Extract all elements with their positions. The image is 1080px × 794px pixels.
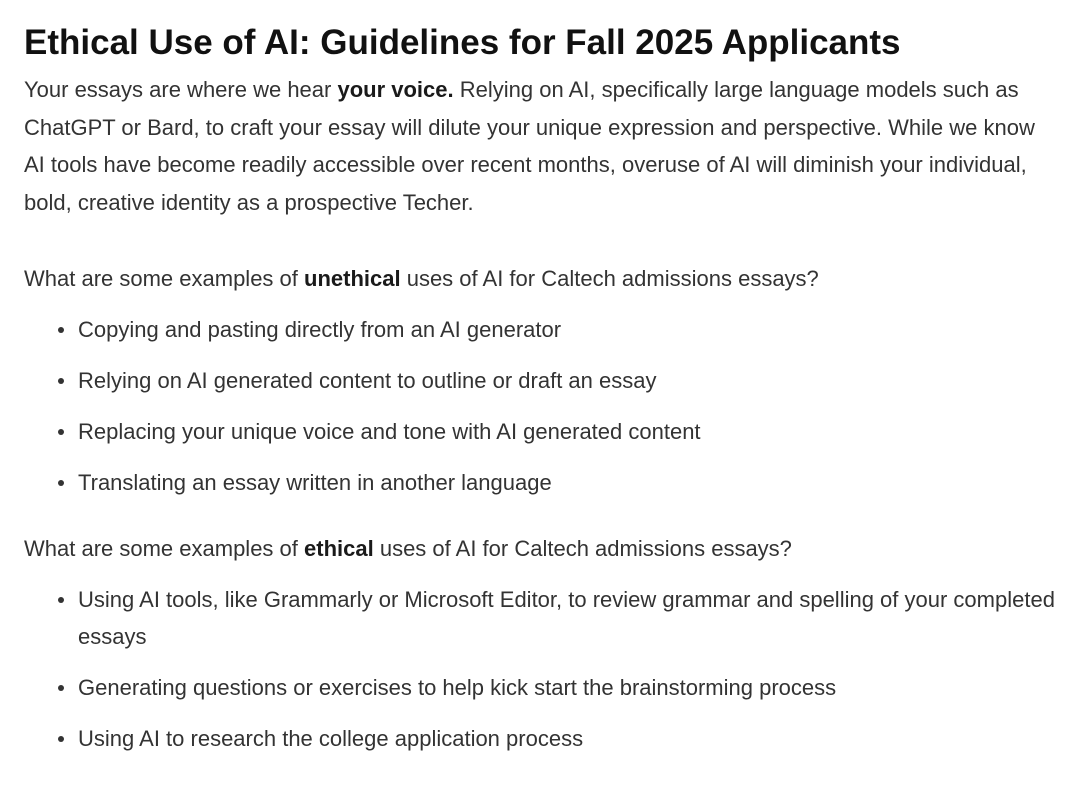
list-item (24, 720, 1056, 758)
list-item-text: Using AI to research the college application process (78, 726, 584, 751)
list-item-text: Using AI tools, like Grammarly or Microsoft Editor, to review grammar and spelling of your completed essays (78, 586, 1055, 649)
list-item (24, 669, 1056, 707)
unethical-list (24, 311, 1056, 502)
unethical-question-start: What are some examples of (24, 266, 305, 291)
list-item (24, 311, 1056, 349)
intro-bold-phrase: your voice. (337, 77, 454, 102)
list-item (24, 362, 1056, 400)
ethical-list (24, 581, 1056, 758)
list-item-text: Replacing your unique voice and tone with AI generated content (78, 419, 701, 444)
intro-paragraph (24, 71, 1056, 221)
list-item (24, 413, 1056, 451)
list-item-text: Generating questions or exercises to help kick start the brainstorming process (78, 675, 837, 700)
list-item-text: Copying and pasting directly from an AI generator (78, 317, 562, 342)
unethical-question (24, 260, 1056, 297)
ethical-question-start: What are some examples of (24, 535, 305, 561)
intro-text-start: Your essays are where we hear (24, 77, 338, 102)
page-title: Ethical Use of AI: Guidelines for Fall 2025 Applicants (24, 23, 901, 62)
bullet-icon (58, 685, 64, 691)
bullet-icon (58, 736, 64, 742)
list-item (24, 581, 1056, 656)
bullet-icon (58, 378, 64, 384)
list-item (24, 464, 1056, 502)
ethical-keyword: ethical (304, 535, 374, 561)
intro-text-rest: Relying on AI, specifically large language models such as ChatGPT or Bard, to craft your essay will dilute your unique expression and perspective. While we know AI tools have become readily accessible over recent months, overuse of AI will diminish your individual, bold, creative identity as a prospective Techer. (24, 77, 1035, 215)
bullet-icon (58, 597, 64, 603)
ethical-question-end: uses of AI for Caltech admissions essays? (373, 535, 792, 561)
bullet-icon (58, 327, 64, 333)
unethical-question-end: uses of AI for Caltech admissions essays? (400, 266, 819, 291)
ethical-question (24, 530, 1056, 567)
unethical-keyword: unethical (304, 266, 401, 291)
list-item-text: Translating an essay written in another language (78, 470, 552, 495)
bullet-icon (58, 429, 64, 435)
bullet-icon (58, 480, 64, 486)
list-item-text: Relying on AI generated content to outline or draft an essay (78, 368, 657, 393)
